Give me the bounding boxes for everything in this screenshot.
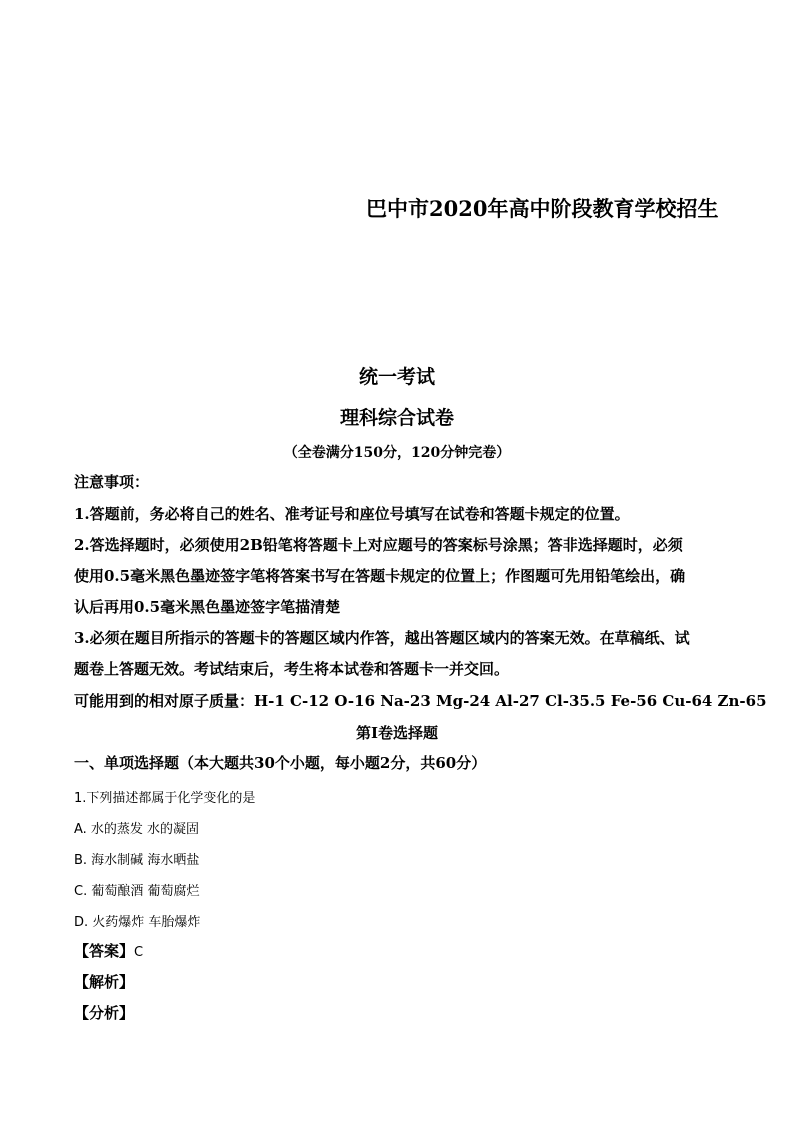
score-note: （全卷满分150分，120分钟完卷） bbox=[283, 445, 511, 461]
atomic-mass-line: 可能用到的相对原子质量：H-1 C-12 O-16 Na-23 Mg-24 Al-27 Cl-35.5 Fe-56 Cu-64 Zn-65 bbox=[74, 692, 767, 710]
option-a: A. 水的蒸发 水的凝固 bbox=[74, 822, 200, 837]
option-c: C. 葡萄酿酒 葡萄腐烂 bbox=[74, 884, 200, 899]
exam-paper-title: 理科综合试卷 bbox=[339, 407, 454, 429]
option-d: D. 火药爆炸 车胎爆炸 bbox=[74, 915, 201, 930]
notice-item-3-line-2: 题卷上答题无效。考试结束后，考生将本试卷和答题卡一并交回。 bbox=[74, 660, 510, 678]
answer-value: C bbox=[134, 945, 144, 960]
answer-label: 【答案】 bbox=[74, 942, 135, 960]
option-b: B. 海水制碱 海水晒盐 bbox=[74, 853, 200, 868]
section-title: 第Ⅰ卷选择题 bbox=[355, 724, 439, 742]
document-header-title: 巴中市2020年高中阶段教育学校招生 bbox=[366, 196, 719, 221]
fenxi-label: 【分析】 bbox=[74, 1004, 135, 1022]
notice-item-2-line-1: 2.答选择题时，必须使用2B铅笔将答题卡上对应题号的答案标号涂黑；答非选择题时，必须 bbox=[74, 536, 683, 554]
exam-subtitle: 统一考试 bbox=[358, 366, 435, 388]
notice-item-1: 1.答题前，务必将自己的姓名、准考证号和座位号填写在试卷和答题卡规定的位置。 bbox=[74, 505, 630, 523]
question-stem: 1.下列描述都属于化学变化的是 bbox=[74, 791, 256, 806]
answer-line bbox=[74, 940, 143, 961]
notice-item-2-line-2: 使用0.5毫米黑色墨迹签字笔将答案书写在答题卡规定的位置上；作图题可先用铅笔绘出，确 bbox=[74, 567, 686, 585]
part-one-heading: 一、单项选择题（本大题共30个小题，每小题2分，共60分） bbox=[74, 754, 487, 772]
notice-item-3-line-1: 3.必须在题目所指示的答题卡的答题区域内作答，越出答题区域内的答案无效。在草稿纸、试 bbox=[74, 629, 690, 647]
notice-item-2-line-3: 认后再用0.5毫米黑色墨迹签字笔描清楚 bbox=[74, 598, 341, 616]
analysis-label: 【解析】 bbox=[74, 973, 135, 991]
notice-heading: 注意事项： bbox=[74, 473, 150, 491]
